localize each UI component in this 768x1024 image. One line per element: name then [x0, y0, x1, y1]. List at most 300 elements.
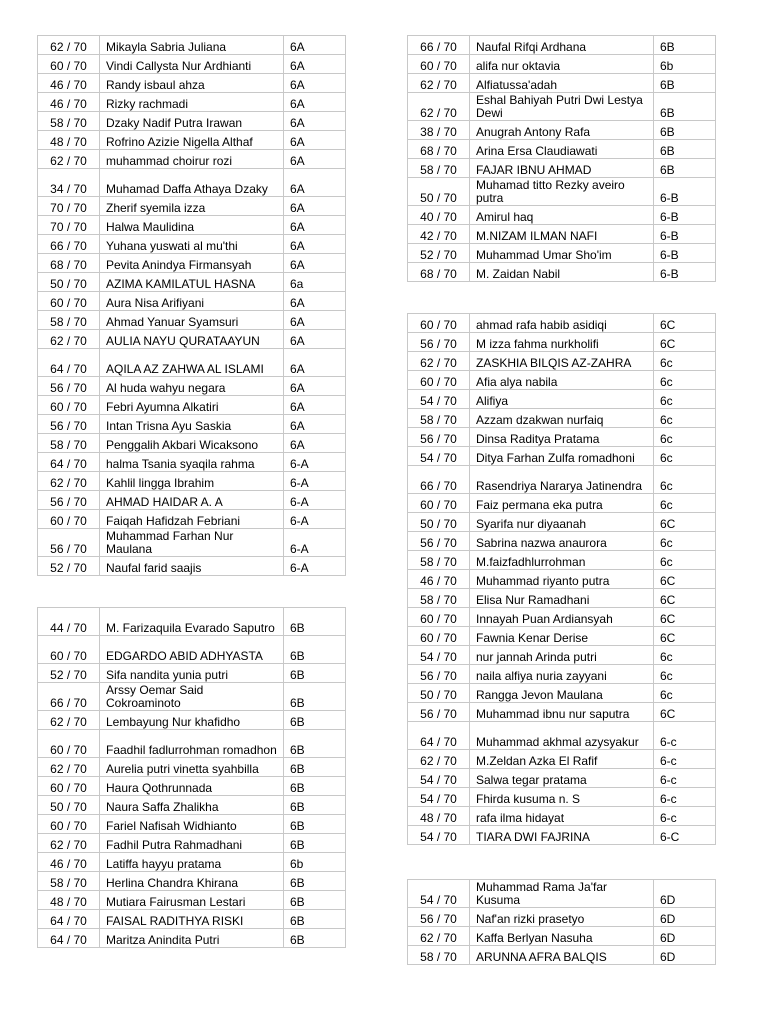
table-row — [408, 494, 716, 513]
score-cell: 52 / 70 — [38, 557, 100, 576]
student-name-cell: Yuhana yuswati al mu'thi — [100, 235, 284, 254]
class-cell: 6A — [284, 330, 346, 349]
table-row — [38, 529, 346, 557]
score-cell: 66 / 70 — [38, 683, 100, 711]
class-cell: 6-B — [654, 263, 716, 282]
student-name-cell: Afia alya nabila — [470, 371, 654, 390]
class-cell: 6c — [654, 532, 716, 551]
table-row — [408, 908, 716, 927]
class-cell: 6B — [284, 664, 346, 683]
table-row — [38, 216, 346, 235]
score-cell: 50 / 70 — [408, 178, 470, 206]
score-cell: 48 / 70 — [38, 131, 100, 150]
student-name-cell: Vindi Callysta Nur Ardhianti — [100, 55, 284, 74]
class-cell: 6B — [284, 711, 346, 730]
table-row — [38, 557, 346, 576]
score-cell: 48 / 70 — [38, 891, 100, 910]
class-cell: 6-C — [654, 826, 716, 845]
score-cell: 60 / 70 — [38, 396, 100, 415]
table-row — [38, 472, 346, 491]
score-cell: 60 / 70 — [38, 730, 100, 758]
score-cell: 58 / 70 — [408, 589, 470, 608]
table-row — [408, 159, 716, 178]
class-cell: 6c — [654, 352, 716, 371]
score-cell: 60 / 70 — [38, 815, 100, 834]
score-cell: 58 / 70 — [408, 409, 470, 428]
table-row — [408, 608, 716, 627]
student-name-cell: ARUNNA AFRA BALQIS — [470, 946, 654, 965]
student-name-cell: nur jannah Arinda putri — [470, 646, 654, 665]
student-name-cell: Azzam dzakwan nurfaiq — [470, 409, 654, 428]
table-row — [408, 513, 716, 532]
class-cell: 6c — [654, 494, 716, 513]
table-row — [408, 788, 716, 807]
student-name-cell: FAISAL RADITHYA RISKI — [100, 910, 284, 929]
table-row — [38, 758, 346, 777]
score-cell: 56 / 70 — [408, 703, 470, 722]
table-row — [38, 169, 346, 197]
table-row — [38, 834, 346, 853]
table-row — [408, 206, 716, 225]
table-row — [408, 532, 716, 551]
class-cell: 6c — [654, 466, 716, 494]
class-cell: 6-c — [654, 750, 716, 769]
class-cell: 6A — [284, 131, 346, 150]
class-cell: 6-c — [654, 788, 716, 807]
score-cell: 62 / 70 — [38, 36, 100, 55]
student-name-cell: AULIA NAYU QURATAAYUN — [100, 330, 284, 349]
class-cell: 6-B — [654, 244, 716, 263]
class-cell: 6C — [654, 627, 716, 646]
table-row — [408, 880, 716, 908]
student-name-cell: Dzaky Nadif Putra Irawan — [100, 112, 284, 131]
table-row — [408, 244, 716, 263]
score-cell: 62 / 70 — [38, 150, 100, 169]
class-cell: 6B — [284, 929, 346, 948]
table-row — [408, 750, 716, 769]
class-cell: 6C — [654, 589, 716, 608]
class-cell: 6-A — [284, 472, 346, 491]
table-row — [408, 390, 716, 409]
table-row — [38, 872, 346, 891]
table-row — [38, 273, 346, 292]
class-cell: 6A — [284, 216, 346, 235]
table-row — [408, 263, 716, 282]
student-name-cell: Muhammad Umar Sho'im — [470, 244, 654, 263]
student-name-cell: Muhamad titto Rezky aveiro putra — [470, 178, 654, 206]
student-name-cell: Fariel Nafisah Widhianto — [100, 815, 284, 834]
class-cell: 6D — [654, 908, 716, 927]
table-row — [408, 55, 716, 74]
table-row — [38, 55, 346, 74]
score-cell: 66 / 70 — [408, 466, 470, 494]
student-name-cell: Elisa Nur Ramadhani — [470, 589, 654, 608]
table-row — [408, 826, 716, 845]
student-name-cell: Alifiya — [470, 390, 654, 409]
student-name-cell: Ditya Farhan Zulfa romadhoni — [470, 447, 654, 466]
class-cell: 6C — [654, 314, 716, 333]
table-row — [408, 409, 716, 428]
score-cell: 54 / 70 — [408, 646, 470, 665]
score-cell: 56 / 70 — [408, 908, 470, 927]
student-name-cell: Aurelia putri vinetta syahbilla — [100, 758, 284, 777]
table-row — [408, 570, 716, 589]
score-cell: 62 / 70 — [408, 750, 470, 769]
student-name-cell: AZIMA KAMILATUL HASNA — [100, 273, 284, 292]
class-cell: 6B — [654, 36, 716, 55]
score-cell: 64 / 70 — [38, 453, 100, 472]
table-row — [38, 235, 346, 254]
student-name-cell: Penggalih Akbari Wicaksono — [100, 434, 284, 453]
student-name-cell: AQILA AZ ZAHWA AL ISLAMI — [100, 349, 284, 377]
class-cell: 6B — [654, 140, 716, 159]
table-row — [408, 178, 716, 206]
class-cell: 6b — [284, 853, 346, 872]
table-row — [408, 314, 716, 333]
table-row — [38, 929, 346, 948]
class-cell: 6A — [284, 112, 346, 131]
class-cell: 6A — [284, 197, 346, 216]
class-cell: 6B — [284, 608, 346, 636]
table-row — [38, 292, 346, 311]
student-name-cell: Fadhil Putra Rahmadhani — [100, 834, 284, 853]
class-cell: 6D — [654, 880, 716, 908]
table-row — [38, 396, 346, 415]
table-row — [38, 150, 346, 169]
score-cell: 70 / 70 — [38, 216, 100, 235]
student-name-cell: Naura Saffa Zhalikha — [100, 796, 284, 815]
score-table-6b-part2 — [407, 35, 716, 282]
score-cell: 56 / 70 — [38, 377, 100, 396]
class-cell: 6B — [654, 74, 716, 93]
score-cell: 50 / 70 — [408, 513, 470, 532]
score-cell: 48 / 70 — [408, 807, 470, 826]
student-name-cell: Fhirda kusuma n. S — [470, 788, 654, 807]
class-cell: 6A — [284, 292, 346, 311]
score-cell: 60 / 70 — [408, 371, 470, 390]
student-name-cell: Mikayla Sabria Juliana — [100, 36, 284, 55]
student-name-cell: alifa nur oktavia — [470, 55, 654, 74]
class-cell: 6B — [284, 777, 346, 796]
student-name-cell: M.faizfadhlurrohman — [470, 551, 654, 570]
class-cell: 6C — [654, 513, 716, 532]
score-cell: 54 / 70 — [408, 788, 470, 807]
class-cell: 6C — [654, 703, 716, 722]
student-name-cell: Muhammad ibnu nur saputra — [470, 703, 654, 722]
student-name-cell: Maritza Anindita Putri — [100, 929, 284, 948]
class-cell: 6-B — [654, 225, 716, 244]
score-table-6b-part1 — [37, 607, 346, 948]
class-cell: 6-A — [284, 453, 346, 472]
table-row — [408, 646, 716, 665]
student-name-cell: Ahmad Yanuar Syamsuri — [100, 311, 284, 330]
table-row — [408, 93, 716, 121]
score-cell: 54 / 70 — [408, 826, 470, 845]
score-cell: 60 / 70 — [408, 627, 470, 646]
student-name-cell: Pevita Anindya Firmansyah — [100, 254, 284, 273]
table-row — [408, 121, 716, 140]
class-cell: 6c — [654, 684, 716, 703]
table-row — [408, 665, 716, 684]
student-name-cell: Eshal Bahiyah Putri Dwi Lestya Dewi — [470, 93, 654, 121]
class-cell: 6B — [284, 872, 346, 891]
class-cell: 6-c — [654, 769, 716, 788]
table-row — [408, 428, 716, 447]
table-row — [408, 946, 716, 965]
class-cell: 6B — [284, 730, 346, 758]
class-cell: 6B — [654, 93, 716, 121]
score-cell: 64 / 70 — [38, 910, 100, 929]
score-cell: 62 / 70 — [38, 834, 100, 853]
score-cell: 42 / 70 — [408, 225, 470, 244]
student-name-cell: M.Zeldan Azka El Rafif — [470, 750, 654, 769]
student-name-cell: Dinsa Raditya Pratama — [470, 428, 654, 447]
score-cell: 50 / 70 — [38, 273, 100, 292]
table-row — [38, 93, 346, 112]
score-cell: 34 / 70 — [38, 169, 100, 197]
table-row — [38, 491, 346, 510]
student-name-cell: Naufal Rifqi Ardhana — [470, 36, 654, 55]
student-name-cell: Kaffa Berlyan Nasuha — [470, 927, 654, 946]
table-row — [408, 769, 716, 788]
student-name-cell: M.NIZAM ILMAN NAFI — [470, 225, 654, 244]
table-row — [38, 510, 346, 529]
score-cell: 62 / 70 — [408, 352, 470, 371]
student-name-cell: Anugrah Antony Rafa — [470, 121, 654, 140]
student-name-cell: Haura Qothrunnada — [100, 777, 284, 796]
class-cell: 6C — [654, 333, 716, 352]
student-name-cell: Faiz permana eka putra — [470, 494, 654, 513]
class-cell: 6c — [654, 409, 716, 428]
student-name-cell: Amirul haq — [470, 206, 654, 225]
table-row — [408, 371, 716, 390]
table-row — [408, 140, 716, 159]
student-name-cell: Muhammad Farhan Nur Maulana — [100, 529, 284, 557]
student-name-cell: naila alfiya nuria zayyani — [470, 665, 654, 684]
table-row — [408, 36, 716, 55]
table-row — [38, 891, 346, 910]
score-cell: 56 / 70 — [408, 665, 470, 684]
score-cell: 62 / 70 — [408, 927, 470, 946]
table-row — [408, 722, 716, 750]
score-cell: 46 / 70 — [38, 74, 100, 93]
table-row — [38, 74, 346, 93]
student-name-cell: Faiqah Hafidzah Febriani — [100, 510, 284, 529]
score-cell: 56 / 70 — [38, 415, 100, 434]
table-row — [408, 927, 716, 946]
class-cell: 6A — [284, 74, 346, 93]
score-cell: 44 / 70 — [38, 608, 100, 636]
table-row — [38, 664, 346, 683]
table-row — [408, 589, 716, 608]
class-cell: 6D — [654, 946, 716, 965]
student-name-cell: Faadhil fadlurrohman romadhon — [100, 730, 284, 758]
class-cell: 6c — [654, 665, 716, 684]
student-name-cell: Rofrino Azizie Nigella Althaf — [100, 131, 284, 150]
class-cell: 6D — [654, 927, 716, 946]
table-row — [38, 453, 346, 472]
student-name-cell: Arina Ersa Claudiawati — [470, 140, 654, 159]
class-cell: 6A — [284, 150, 346, 169]
table-row — [38, 434, 346, 453]
class-cell: 6A — [284, 36, 346, 55]
table-row — [408, 352, 716, 371]
score-cell: 62 / 70 — [38, 711, 100, 730]
class-cell: 6B — [284, 891, 346, 910]
class-cell: 6B — [284, 796, 346, 815]
score-cell: 64 / 70 — [38, 349, 100, 377]
table-row — [38, 608, 346, 636]
student-name-cell: halma Tsania syaqila rahma — [100, 453, 284, 472]
class-cell: 6A — [284, 311, 346, 330]
score-cell: 62 / 70 — [408, 74, 470, 93]
student-name-cell: ahmad rafa habib asidiqi — [470, 314, 654, 333]
score-cell: 56 / 70 — [408, 333, 470, 352]
student-name-cell: M izza fahma nurkholifi — [470, 333, 654, 352]
score-cell: 70 / 70 — [38, 197, 100, 216]
score-cell: 56 / 70 — [38, 491, 100, 510]
class-cell: 6B — [284, 636, 346, 664]
score-cell: 62 / 70 — [408, 93, 470, 121]
student-name-cell: Muhammad Rama Ja'far Kusuma — [470, 880, 654, 908]
student-name-cell: Zherif syemila izza — [100, 197, 284, 216]
class-cell: 6c — [654, 371, 716, 390]
table-row — [38, 815, 346, 834]
student-name-cell: M. Zaidan Nabil — [470, 263, 654, 282]
student-name-cell: TIARA DWI FAJRINA — [470, 826, 654, 845]
score-cell: 52 / 70 — [38, 664, 100, 683]
score-cell: 56 / 70 — [408, 428, 470, 447]
student-name-cell: AHMAD HAIDAR A. A — [100, 491, 284, 510]
table-row — [408, 333, 716, 352]
table-row — [38, 910, 346, 929]
score-cell: 62 / 70 — [38, 330, 100, 349]
class-cell: 6B — [654, 159, 716, 178]
class-cell: 6-A — [284, 491, 346, 510]
class-cell: 6A — [284, 55, 346, 74]
student-name-cell: EDGARDO ABID ADHYASTA — [100, 636, 284, 664]
class-cell: 6A — [284, 169, 346, 197]
class-cell: 6A — [284, 396, 346, 415]
student-name-cell: Innayah Puan Ardiansyah — [470, 608, 654, 627]
score-cell: 60 / 70 — [408, 314, 470, 333]
class-cell: 6B — [284, 758, 346, 777]
table-row — [38, 415, 346, 434]
score-table-6c — [407, 313, 716, 845]
class-cell: 6C — [654, 570, 716, 589]
class-cell: 6B — [654, 121, 716, 140]
student-name-cell: Fawnia Kenar Derise — [470, 627, 654, 646]
class-cell: 6-c — [654, 807, 716, 826]
student-name-cell: Febri Ayumna Alkatiri — [100, 396, 284, 415]
student-name-cell: Aura Nisa Arifiyani — [100, 292, 284, 311]
score-cell: 46 / 70 — [408, 570, 470, 589]
score-cell: 58 / 70 — [408, 946, 470, 965]
student-name-cell: rafa ilma hidayat — [470, 807, 654, 826]
score-cell: 60 / 70 — [408, 608, 470, 627]
class-cell: 6A — [284, 434, 346, 453]
table-row — [38, 197, 346, 216]
score-cell: 58 / 70 — [38, 112, 100, 131]
score-cell: 64 / 70 — [408, 722, 470, 750]
class-cell: 6A — [284, 93, 346, 112]
score-cell: 60 / 70 — [38, 510, 100, 529]
table-row — [408, 225, 716, 244]
table-row — [38, 730, 346, 758]
class-cell: 6A — [284, 349, 346, 377]
score-cell: 68 / 70 — [38, 254, 100, 273]
score-cell: 58 / 70 — [408, 551, 470, 570]
score-cell: 60 / 70 — [38, 777, 100, 796]
table-row — [408, 74, 716, 93]
student-name-cell: Halwa Maulidina — [100, 216, 284, 235]
student-name-cell: Herlina Chandra Khirana — [100, 872, 284, 891]
score-cell: 60 / 70 — [408, 494, 470, 513]
score-cell: 56 / 70 — [38, 529, 100, 557]
score-cell: 60 / 70 — [38, 292, 100, 311]
student-name-cell: Al huda wahyu negara — [100, 377, 284, 396]
score-cell: 46 / 70 — [38, 853, 100, 872]
score-cell: 62 / 70 — [38, 758, 100, 777]
table-row — [408, 684, 716, 703]
student-name-cell: Intan Trisna Ayu Saskia — [100, 415, 284, 434]
class-cell: 6-c — [654, 722, 716, 750]
class-cell: 6a — [284, 273, 346, 292]
class-cell: 6b — [654, 55, 716, 74]
student-name-cell: Mutiara Fairusman Lestari — [100, 891, 284, 910]
table-row — [38, 112, 346, 131]
student-name-cell: Rasendriya Nararya Jatinendra — [470, 466, 654, 494]
score-cell: 54 / 70 — [408, 447, 470, 466]
table-row — [38, 36, 346, 55]
score-cell: 54 / 70 — [408, 390, 470, 409]
student-name-cell: Alfiatussa'adah — [470, 74, 654, 93]
student-name-cell: Rizky rachmadi — [100, 93, 284, 112]
class-cell: 6-A — [284, 529, 346, 557]
table-row — [38, 349, 346, 377]
score-cell: 58 / 70 — [38, 434, 100, 453]
score-cell: 58 / 70 — [38, 311, 100, 330]
score-cell: 66 / 70 — [408, 36, 470, 55]
table-row — [38, 777, 346, 796]
student-name-cell: Naufal farid saajis — [100, 557, 284, 576]
class-cell: 6B — [284, 815, 346, 834]
class-cell: 6c — [654, 428, 716, 447]
score-cell: 40 / 70 — [408, 206, 470, 225]
student-name-cell: Syarifa nur diyaanah — [470, 513, 654, 532]
student-name-cell: Naf'an rizki prasetyo — [470, 908, 654, 927]
class-cell: 6c — [654, 390, 716, 409]
table-row — [408, 551, 716, 570]
score-cell: 68 / 70 — [408, 140, 470, 159]
score-cell: 68 / 70 — [408, 263, 470, 282]
student-name-cell: Lembayung Nur khafidho — [100, 711, 284, 730]
student-name-cell: ZASKHIA BILQIS AZ-ZAHRA — [470, 352, 654, 371]
score-table-6a — [37, 35, 346, 576]
score-cell: 46 / 70 — [38, 93, 100, 112]
table-row — [408, 703, 716, 722]
student-name-cell: Muhammad akhmal azysyakur — [470, 722, 654, 750]
student-name-cell: Salwa tegar pratama — [470, 769, 654, 788]
score-cell: 50 / 70 — [408, 684, 470, 703]
table-row — [408, 447, 716, 466]
class-cell: 6-A — [284, 557, 346, 576]
score-cell: 60 / 70 — [38, 636, 100, 664]
class-cell: 6c — [654, 447, 716, 466]
score-cell: 54 / 70 — [408, 880, 470, 908]
student-name-cell: muhammad choirur rozi — [100, 150, 284, 169]
student-name-cell: Muhamad Daffa Athaya Dzaky — [100, 169, 284, 197]
